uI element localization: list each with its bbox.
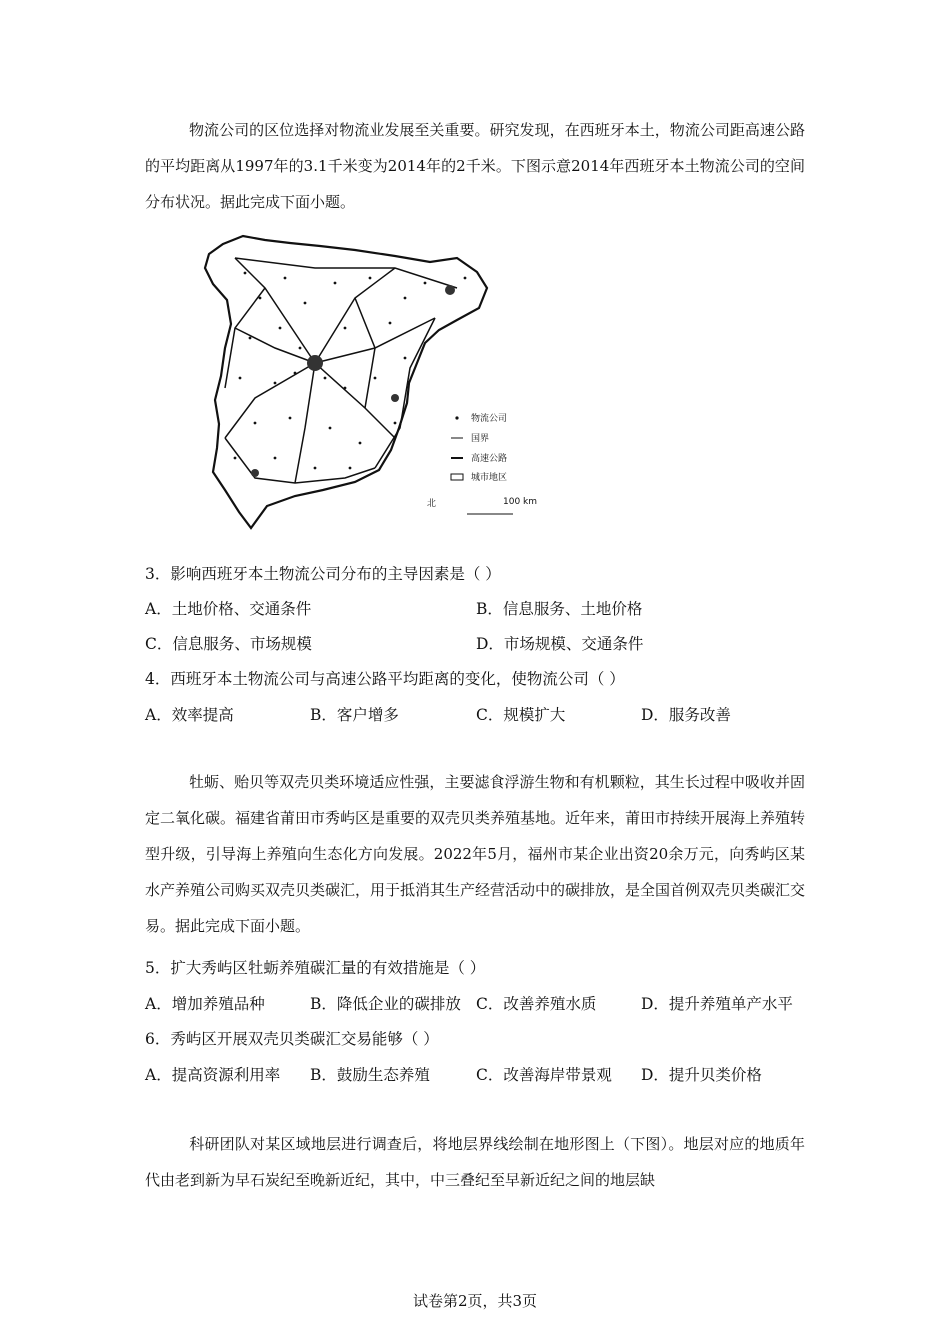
legend-city-icon (451, 474, 463, 480)
legend-city: 城市地区 (471, 473, 508, 483)
legend-dot-icon (455, 416, 458, 419)
legend-highway: 高速公路 (471, 454, 508, 464)
q6-option-c[interactable]: C．改善海岸带景观 (476, 1066, 612, 1084)
q4-option-d[interactable]: D．服务改善 (641, 706, 731, 724)
q4-option-a[interactable]: A．效率提高 (145, 706, 234, 724)
map-legend (427, 412, 537, 514)
scale-label: 100 km (503, 497, 538, 507)
q3-option-c[interactable]: C．信息服务、市场规模 (145, 635, 312, 653)
q4-option-c[interactable]: C．规模扩大 (476, 706, 566, 724)
logistics-company-dots (234, 272, 467, 470)
legend-border: 国界 (471, 434, 490, 444)
q6-stem: 6．秀屿区开展双壳贝类碳汇交易能够（ ） (145, 1030, 439, 1048)
q5-option-c[interactable]: C．改善养殖水质 (476, 995, 597, 1013)
q3-option-d[interactable]: D．市场规模、交通条件 (476, 635, 644, 653)
q6-option-d[interactable]: D．提升贝类价格 (641, 1066, 762, 1084)
passage-bivalve: 牡蛎、贻贝等双壳贝类环境适应性强，主要滤食浮游生物和有机颗粒，其生长过程中吸收并固定二氧化碳。福建省莆田市秀屿区是重要的双壳贝类养殖基地。近年来，莆田市持续开展海上养殖转型升级，引导海上养殖向生态化方向发展。2022年5月，福州市某企业出资20余万元，向秀屿区某水产养殖公司购买双壳贝类碳汇，用于抵消其生产经营活动中的碳排放，是全国首例双壳贝类碳汇交易。据此完成下面小题。 (145, 773, 806, 935)
q5-option-b[interactable]: B．降低企业的碳排放 (310, 995, 461, 1013)
q5-option-a[interactable]: A．增加养殖品种 (145, 995, 265, 1013)
page-footer: 试卷第2页，共3页 (412, 1292, 538, 1310)
q6-option-b[interactable]: B．鼓励生态养殖 (310, 1066, 430, 1084)
q4-option-b[interactable]: B．客户增多 (310, 706, 399, 724)
highway-network (225, 258, 457, 483)
q4-stem: 4．西班牙本土物流公司与高速公路平均距离的变化，使物流公司（ ） (145, 670, 625, 688)
q3-option-a[interactable]: A．土地价格、交通条件 (145, 600, 312, 618)
legend-logistics: 物流公司 (471, 414, 508, 424)
north-label: 北 (427, 499, 437, 509)
passage-strata: 科研团队对某区域地层进行调查后，将地层界线绘制在地形图上（下图）。地层对应的地质年代由老到新为早石炭纪至晚新近纪，其中，中三叠纪至早新近纪之间的地层缺 (145, 1135, 805, 1189)
q5-option-d[interactable]: D．提升养殖单产水平 (641, 995, 793, 1013)
q6-option-a[interactable]: A．提高资源利用率 (145, 1066, 281, 1084)
passage-logistics: 物流公司的区位选择对物流业发展至关重要。研究发现，在西班牙本土，物流公司距高速公路的平均距离从1997年的3.1千米变为2014年的2千米。下图示意2014年西班牙本土物流公司的空间分布状况。据此完成下面小题。 (145, 121, 805, 211)
spain-logistics-map (195, 228, 555, 540)
q3-option-b[interactable]: B．信息服务、土地价格 (476, 600, 643, 618)
q5-stem: 5．扩大秀屿区牡蛎养殖碳汇量的有效措施是（ ） (145, 959, 486, 977)
q3-stem: 3．影响西班牙本土物流公司分布的主导因素是（ ） (145, 565, 501, 583)
